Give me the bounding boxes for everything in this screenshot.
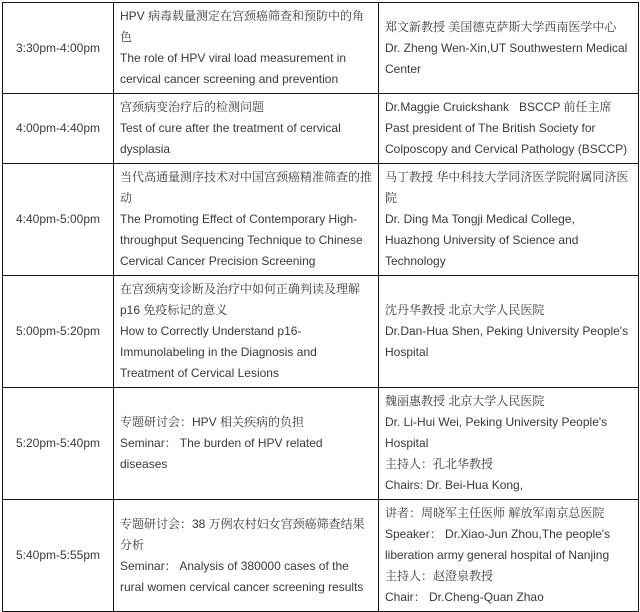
chair-name-en: Chair： Dr.Cheng-Quan Zhao xyxy=(385,590,544,604)
session-row xyxy=(3,164,639,276)
time-cell xyxy=(3,388,114,500)
time-cell xyxy=(3,276,114,388)
topic-cell xyxy=(114,164,379,276)
time-cell xyxy=(3,3,114,94)
time-range: 4:00pm-4:40pm xyxy=(15,121,101,135)
speaker-name-en: Dr. Zheng Wen-Xin,UT Southwestern Medical Center xyxy=(385,40,628,76)
speaker-name-en: Dr. Li-Hui Wei, Peking University People's Hospital xyxy=(385,415,608,450)
speaker-name-zh: 郑文新教授 美国德克萨斯大学西南医学中心 xyxy=(385,19,617,34)
session-row xyxy=(3,500,639,612)
time-cell xyxy=(3,164,114,276)
topic-title-en: The Promoting Effect of Contemporary High-throughput Sequencing Technique to Chinese Cervical Cancer Precision Screening xyxy=(120,212,363,268)
session-row xyxy=(3,94,639,164)
topic-title-en: Test of cure after the treatment of cervical dysplasia xyxy=(120,121,341,156)
topic-title-zh: 宫颈病变治疗后的检测问题 xyxy=(120,100,265,114)
time-cell xyxy=(3,500,114,612)
topic-title-zh: 专题研讨会：38 万例农村妇女宫颈癌筛查结果分析 xyxy=(120,516,365,552)
session-row xyxy=(3,388,639,500)
time-range: 3:30pm-4:00pm xyxy=(15,40,101,55)
topic-title-en: How to Correctly Understand p16-Immunolabeling in the Diagnosis and Treatment of Cervical Lesions xyxy=(120,324,317,380)
speaker-cell xyxy=(379,500,639,612)
speaker-name-zh: 沈丹华教授 北京大学人民医院 xyxy=(385,303,545,317)
chair-name-en: Chairs: Dr. Bei-Hua Kong, xyxy=(385,478,524,492)
time-range: 4:40pm-5:00pm xyxy=(15,212,101,226)
speaker-name-zh: 马丁教授 华中科技大学同济医学院附属同济医院 xyxy=(385,170,629,205)
topic-cell xyxy=(114,94,379,164)
conference-schedule-table xyxy=(2,2,639,612)
time-range: 5:20pm-5:40pm xyxy=(15,436,101,450)
session-row xyxy=(3,276,639,388)
speaker-cell xyxy=(379,276,639,388)
chair-name-zh: 主持人：赵澄泉教授 xyxy=(385,569,494,583)
speaker-name-en: Dr.Dan-Hua Shen, Peking University People's Hospital xyxy=(385,324,629,359)
topic-cell xyxy=(114,500,379,612)
topic-cell xyxy=(114,276,379,388)
topic-title-zh: 专题研讨会：HPV 相关疾病的负担 xyxy=(120,415,305,429)
time-range: 5:40pm-5:55pm xyxy=(15,548,101,562)
speaker-cell xyxy=(379,3,639,94)
topic-cell xyxy=(114,3,379,94)
speaker-name-zh: Dr.Maggie Cruickshank BSCCP 前任主席 xyxy=(385,100,612,114)
chair-name-zh: 主持人：孔北华教授 xyxy=(385,457,494,471)
speaker-name-en: Speaker： Dr.Xiao-Jun Zhou,The people's liberation army general hospital of Nanjing xyxy=(385,527,611,562)
time-range: 5:00pm-5:20pm xyxy=(15,324,101,338)
speaker-cell xyxy=(379,388,639,500)
speaker-name-zh: 讲者：周晓军主任医师 解放军南京总医院 xyxy=(385,506,605,520)
topic-title-en: The role of HPV viral load measurement in cervical cancer screening and prevention xyxy=(120,51,347,86)
topic-title-en: Seminar： The burden of HPV related diseases xyxy=(120,436,323,471)
topic-title-zh: HPV 病毒载量测定在宫颈癌筛查和预防中的角色 xyxy=(120,9,365,44)
topic-title-zh: 当代高通量测序技术对中国宫颈癌精准筛查的推动 xyxy=(120,170,373,205)
speaker-cell xyxy=(379,94,639,164)
session-row xyxy=(3,3,639,94)
topic-title-zh: 在宫颈病变诊断及治疗中如何正确判读及理解 p16 免疫标记的意义 xyxy=(120,282,361,317)
time-cell xyxy=(3,94,114,164)
speaker-name-zh: 魏丽惠教授 北京大学人民医院 xyxy=(385,394,545,408)
topic-title-en: Seminar： Analysis of 380000 cases of the rural women cervical cancer screening results xyxy=(120,558,364,594)
topic-cell xyxy=(114,388,379,500)
speaker-name-en: Past president of The British Society for Colposcopy and Cervical Pathology (BSCCP) xyxy=(385,121,628,156)
speaker-name-en: Dr. Ding Ma Tongji Medical College, Huazhong University of Science and Technology xyxy=(385,212,579,268)
speaker-cell xyxy=(379,164,639,276)
